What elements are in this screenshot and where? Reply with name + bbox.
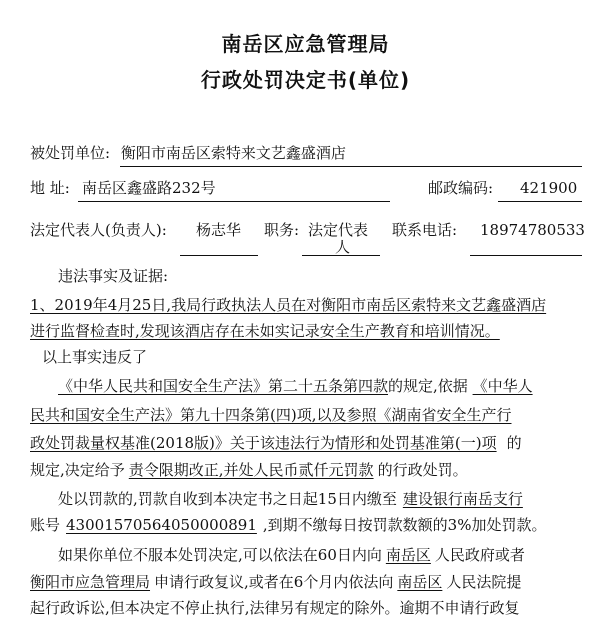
payment-bank: 建设银行南岳支行 <box>402 490 523 508</box>
fact-text-2: 进行监督检查时,发现该酒店存在未如实记录安全生产教育和培训情况。 <box>30 322 500 340</box>
penalized-unit-label: 被处罚单位: <box>30 144 111 162</box>
basis-connector: 的规定,依据 <box>388 377 468 395</box>
payment-line-1 <box>58 489 523 509</box>
postcode-value: 421900 <box>520 179 578 197</box>
penalized-unit-underline <box>120 166 582 167</box>
account-number: 43001570564050000891 <box>66 516 257 534</box>
violated-law: 《中华人民共和国安全生产法》第二十五条第四款 <box>58 377 389 395</box>
basis-law-part3: 政处罚裁量权基准(2018版)》关于该违法行为情形和处罚基准第(一)项 <box>30 434 497 452</box>
decision-line <box>30 460 468 480</box>
account-label: 账号 <box>30 516 61 534</box>
law-line-3 <box>30 433 522 453</box>
penalized-unit-value: 衡阳市南岳区索特来文艺鑫盛酒店 <box>120 144 346 162</box>
postcode-underline <box>498 201 582 202</box>
decision-suffix: 的行政处罚。 <box>377 461 468 479</box>
address-underline <box>78 201 390 202</box>
position-label: 职务: <box>264 221 300 239</box>
decision-prefix: 规定,决定给予 <box>30 461 125 479</box>
legal-rep-label: 法定代表人(负责人): <box>30 221 167 239</box>
law-line-1 <box>58 376 533 396</box>
phone-label: 联系电话: <box>392 221 458 239</box>
court-unit: 南岳区 <box>397 573 443 591</box>
fact-line-2 <box>30 321 500 341</box>
appeal-prefix: 如果你单位不服本处罚决定,可以依法在60日内向 <box>58 546 382 564</box>
court-suffix: 人民法院提 <box>446 573 522 591</box>
position-underline <box>302 255 380 256</box>
appeal-line-3: 起行政诉讼,但本决定不停止执行,法律另有规定的除外。逾期不申请行政复 <box>30 599 520 617</box>
appeal-gov-suffix: 人民政府或者 <box>434 546 525 564</box>
payment-line-2 <box>30 515 546 535</box>
phone-underline <box>470 255 582 256</box>
position-value-line1: 法定代表 <box>308 221 369 239</box>
payment-suffix: ,到期不缴每日按罚款数额的3%加处罚款。 <box>262 516 547 534</box>
payment-prefix: 处以罚款的,罚款自收到本决定书之日起15日内缴至 <box>58 490 397 508</box>
address-value: 南岳区鑫盛路232号 <box>82 179 216 197</box>
penalized-unit-row <box>30 143 346 163</box>
violation-intro: 以上事实违反了 <box>42 348 148 366</box>
decision-value: 责令限期改正,并处人民币贰仟元罚款 <box>128 461 374 479</box>
legal-rep-underline <box>180 255 258 256</box>
law-line-2 <box>30 405 511 425</box>
basis-law-part2: 民共和国安全生产法》第九十四条第(四)项,以及参照《湖南省安全生产行 <box>30 406 512 424</box>
position-value-line2: 人 <box>335 238 351 256</box>
document-title: 行政处罚决定书(单位) <box>200 68 411 92</box>
address-label: 地 址: <box>30 179 70 197</box>
fact-line-1 <box>30 295 546 315</box>
appeal-mid: 申请行政复议,或者在6个月内依法向 <box>154 573 394 591</box>
legal-rep-value: 杨志华 <box>196 221 242 239</box>
fact-text-1: 1、2019年4月25日,我局行政执法人员在对衡阳市南岳区索特来文艺鑫盛酒店 <box>30 296 547 314</box>
phone-value: 18974780533 <box>480 221 585 239</box>
basis-tail: 的 <box>506 434 522 452</box>
postcode-label: 邮政编码: <box>428 179 494 197</box>
facts-heading: 违法事实及证据: <box>58 267 169 285</box>
appeal-line-1 <box>58 545 525 565</box>
appeal-line-2 <box>30 572 521 592</box>
appeal-gov-unit: 南岳区 <box>385 546 431 564</box>
agency-name: 南岳区应急管理局 <box>221 32 390 56</box>
appeal-bureau: 衡阳市应急管理局 <box>30 573 151 591</box>
basis-law-part1: 《中华人 <box>472 377 533 395</box>
